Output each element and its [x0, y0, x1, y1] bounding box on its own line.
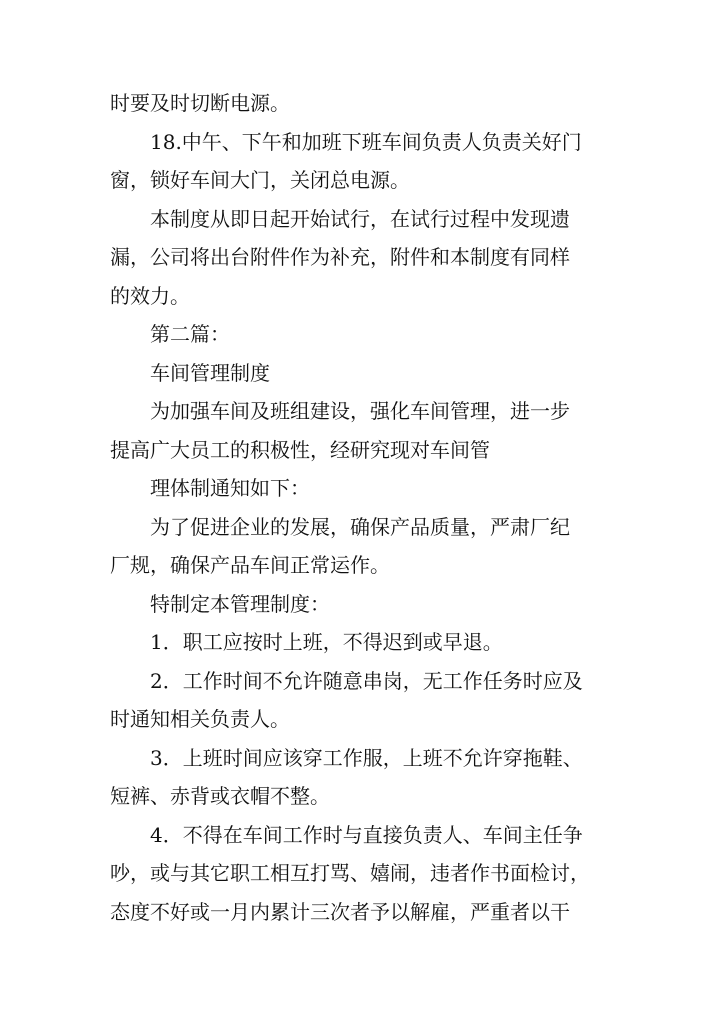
text-line: 特制定本管理制度：: [150, 591, 330, 616]
text-line: 本制度从即日起开始试行，在试行过程中发现遗: [150, 206, 570, 231]
text-line: 的效力。: [110, 283, 190, 308]
text-line: 理体制通知如下：: [150, 476, 310, 500]
text-line: 短裤、赤背或衣帽不整。: [110, 784, 330, 808]
section-heading: 第二篇：: [150, 322, 230, 346]
text-line: 厂规，确保产品车间正常运作。: [110, 553, 390, 577]
section-title: 车间管理制度: [150, 360, 270, 385]
text-line: 态度不好或一月内累计三次者予以解雇，严重者以干: [110, 899, 570, 924]
list-item: 3．上班时间应该穿工作服，上班不允许穿拖鞋、: [150, 745, 583, 770]
list-item: 1．职工应按时上班，不得迟到或早退。: [150, 630, 503, 654]
text-line: 为加强车间及班组建设，强化车间管理，进一步: [150, 399, 570, 423]
text-line: 提高广大员工的积极性，经研究现对车间管: [110, 437, 490, 462]
text-line: 吵，或与其它职工相互打骂、嬉闹，违者作书面检讨，: [110, 861, 590, 885]
text-line: 漏，公司将出台附件作为补充，附件和本制度有同样: [110, 245, 570, 269]
list-item: 4．不得在车间工作时与直接负责人、车间主任争: [150, 822, 583, 847]
text-line: 窗，锁好车间大门，关闭总电源。: [110, 168, 410, 192]
text-line: 18.中午、下午和加班下班车间负责人负责关好门: [150, 129, 582, 154]
list-item: 2．工作时间不允许随意串岗，无工作任务时应及: [150, 668, 583, 693]
text-line: 时通知相关负责人。: [110, 707, 290, 731]
text-line: 时要及时切断电源。: [110, 91, 290, 115]
text-line: 为了促进企业的发展，确保产品质量，严肃厂纪: [150, 514, 570, 539]
document-body: [110, 84, 616, 931]
